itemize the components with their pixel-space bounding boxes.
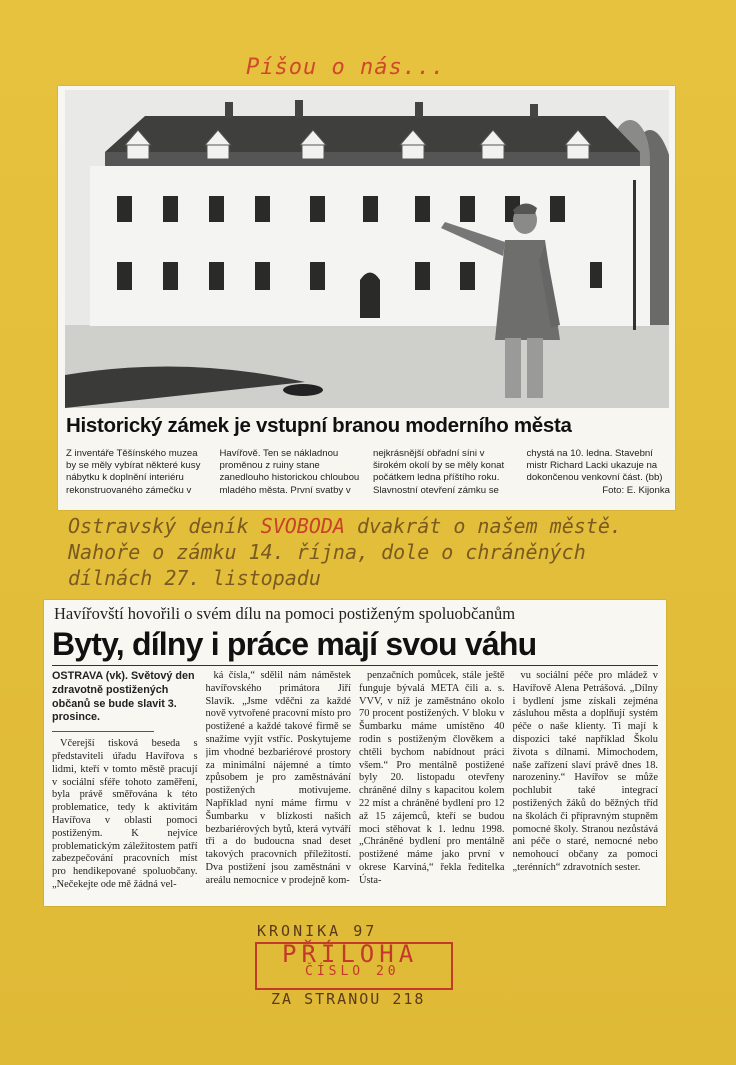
- workshops-kicker: Havířovští hovořili o svém dílu na pomoci postiženým spoluobčanům: [54, 604, 516, 623]
- castle-article-column: nejkrásnější obřadní síni v širokém okolí by se měly konat počátkem ledna příštího roku. Slavnostní otevření zámku se: [373, 448, 505, 496]
- castle-photo: [65, 90, 669, 408]
- castle-headline: Historický zámek je vstupní branou moderního města: [66, 414, 572, 437]
- note-part2: dvakrát o našem městě. Nahoře o zámku 14. října, dole o chráněných dílnách 27. listopadu: [68, 514, 622, 590]
- article-text: penzačních pomůcek, stále ještě funguje bývalá META čili a. s. VVV, v níž je zaměstnáno okolo 70 procent postižených. V bloku v Šumbarku máme umístěno 40 rodin s postiženým člověkem a chtěli bychom nabídnout práci všem.“ Pro mentálně postižené byly 20. listopadu otevřeny chráněné dílny s kapacitou kolem 22 míst a chráněné bydlení pro 12 až 15 zájemců, kteří se budou moci stěhovat k 1. lednu 1998. „Chráněné bydlení pro mentálně postižené máme jako první v okrese Karviná,“ řekla ředitelka Ústa-: [359, 670, 505, 886]
- handwritten-heading: Píšou o nás...: [246, 55, 446, 80]
- stamp-title: PŘÍLOHA: [282, 940, 419, 968]
- note-highlight: SVOBODA: [260, 514, 345, 538]
- article-text: vu sociální péče pro mládež v Havířově Alena Petrášová. „Dílny i bydlení jsme získali zejména zásluhou města a doplňují systém péče o naše klienty. Ti mají k dispozici také například Školu života s dílnami. Mimochodem, naše zařízení slaví právě dnes 18. narozeniny.“ Havířov se může pochlubit také integrací postižených žáků do běžných tříd na školách či přípravným stupněm pomocné školy. Stranou nezůstává ani péče o staré, nemocné nebo nemohoucí občany za pomoci „terénních“ zdravotních sester.: [512, 670, 658, 873]
- castle-article-column: Havířově. Ten se nákladnou proměnou z ruiny stane zanedlouho historickou chloubou mladého města. První svatby v: [219, 448, 360, 496]
- workshops-article-column: [52, 670, 198, 902]
- note-part1: Ostravský deník: [68, 514, 261, 538]
- page-reference: ZA STRANOU 218: [271, 990, 426, 1008]
- workshops-article-column: [206, 670, 352, 902]
- workshops-headline: Byty, dílny i práce mají svou váhu: [52, 626, 537, 662]
- workshops-article-columns: [52, 670, 658, 902]
- stamp-number: ČÍSLO 20: [305, 964, 400, 979]
- kronika-label: KRONIKA 97: [257, 922, 378, 940]
- newspaper-clipping-castle: [58, 86, 675, 510]
- handwritten-note: [68, 513, 678, 591]
- article-text: Včerejší tisková beseda s představiteli úřadu Havířova s lidmi, kteří v tomto městě pracují v sociální sféře tohoto zaměření, byla právě směřována k této problematice, tedy k aktivitám Havířova v oblasti pomoci postiženým. K nejvíce problematickým záležitostem patří zabezpečování pracovních míst pro hendikepované spoluobčany. „Nečekejte ode mě žádná vel-: [52, 738, 198, 890]
- castle-article-column: [527, 448, 671, 506]
- photo-credit: Foto: E. Kijonka: [602, 484, 670, 496]
- workshops-article-column: [359, 670, 505, 902]
- newspaper-clipping-workshops: [44, 600, 666, 906]
- article-lead: OSTRAVA (vk). Světový den zdravotně postižených občanů se bude slavit 3. prosince.: [52, 670, 195, 724]
- workshops-article-column: [513, 670, 659, 902]
- castle-article-columns: [66, 448, 670, 506]
- headline-rule: [52, 665, 658, 666]
- article-text: ká čísla,“ sdělil nám náměstek havířovského primátora Jiří Slavík. „Jsme vděčni za každé nově vytvořené pracovní místo pro postižené a každé takové firmě se snažíme vyjít vstříc. Poskytujeme jim vhodné bezbariérové prostory za minimální nájemné a tímto způsobem je pro zaměstnávání postižených motivujeme. Například nyní máme firmu v Šumbarku v blízkosti našich bezbariérových bytů, která vytváří tři a do budoucna snad deset takových pracovních příležitostí. Dva postižení jsou zaměstnáni v areálu nemocnice v prodejně kom-: [205, 670, 351, 886]
- lead-divider: [52, 731, 154, 732]
- castle-article-column: Z inventáře Těšínského muzea by se měly vybírat některé kusy nábytku k doplnění interiéru rekonstruovaného zámečku v: [66, 448, 201, 496]
- castle-article-text: chystá na 10. ledna. Stavební mistr Richard Lacki ukazuje na dokončenou venkovní část. (bb): [526, 448, 663, 484]
